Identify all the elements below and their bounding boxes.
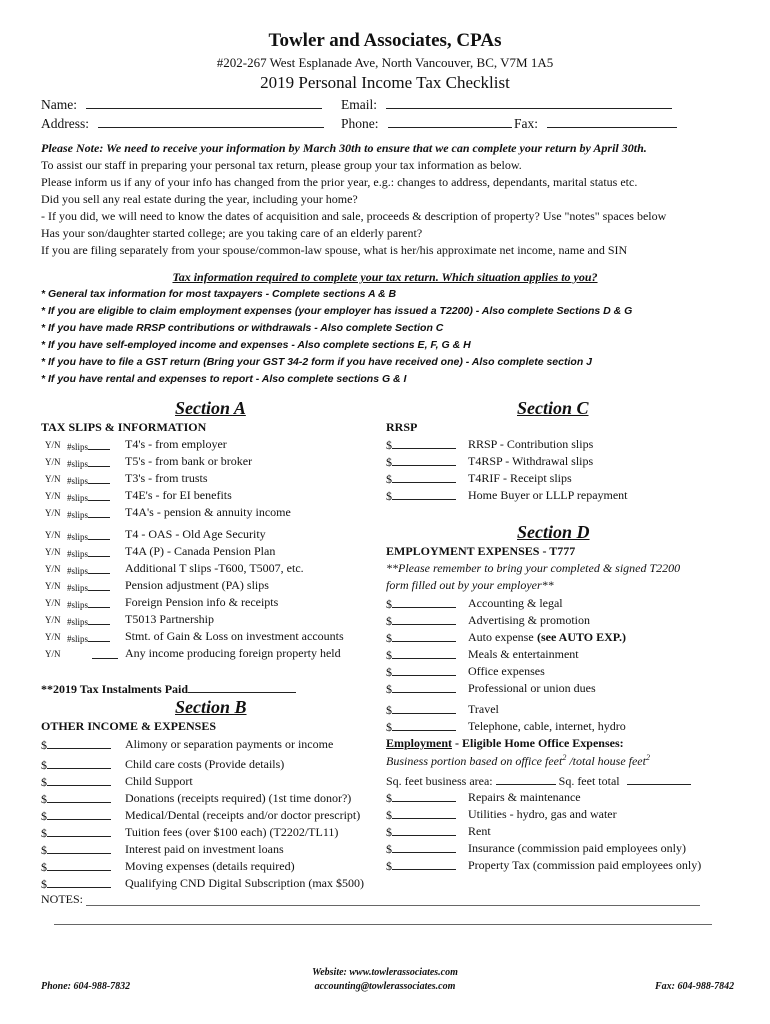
amount-field[interactable] bbox=[386, 471, 456, 487]
slip-label: T4's - from employer bbox=[125, 437, 227, 451]
slips-count[interactable] bbox=[67, 474, 110, 486]
slip-row[interactable] bbox=[41, 595, 381, 611]
slips-count[interactable] bbox=[67, 508, 110, 520]
slip-row[interactable] bbox=[41, 578, 381, 594]
slips-label: #slips bbox=[67, 442, 89, 452]
item-label: RRSP - Contribution slips bbox=[468, 437, 594, 451]
item-label: Medical/Dental (receipts and/or doctor prescript) bbox=[125, 808, 361, 822]
home-office-rest: - Eligible Home Office Expenses: bbox=[452, 736, 624, 750]
slips-label: #slips bbox=[67, 583, 89, 593]
employment-expense-row[interactable] bbox=[386, 596, 726, 612]
amount-field[interactable] bbox=[386, 790, 456, 806]
phone-field[interactable] bbox=[341, 115, 512, 132]
notes-line[interactable] bbox=[86, 905, 700, 906]
slip-row[interactable] bbox=[41, 612, 381, 628]
amount-line bbox=[47, 774, 111, 786]
dollar-sign: $ bbox=[386, 631, 392, 645]
yn-marker[interactable]: Y/N bbox=[45, 474, 61, 484]
item-label: Rent bbox=[468, 824, 491, 838]
slip-label: T4E's - for EI benefits bbox=[125, 488, 232, 502]
slip-label: Any income producing foreign property held bbox=[125, 646, 341, 660]
t2200-reminder: form filled out by your employer** bbox=[386, 578, 554, 592]
intro-line: Has your son/daughter started college; are you taking care of an elderly parent? bbox=[41, 226, 423, 240]
section-d-heading: EMPLOYMENT EXPENSES - T777 bbox=[386, 544, 576, 558]
amount-line bbox=[47, 737, 111, 749]
item-label: Auto expense bbox=[468, 630, 534, 644]
yn-marker[interactable]: Y/N bbox=[45, 508, 61, 518]
item-label: Interest paid on investment loans bbox=[125, 842, 284, 856]
rrsp-row[interactable] bbox=[386, 454, 726, 470]
business-portion-note bbox=[386, 753, 650, 769]
footer-phone: Phone: 604-988-7832 bbox=[41, 981, 131, 992]
amount-line bbox=[392, 596, 456, 608]
slips-label: #slips bbox=[67, 600, 89, 610]
slips-line bbox=[92, 649, 118, 659]
slip-row[interactable] bbox=[41, 488, 381, 504]
dollar-sign: $ bbox=[41, 877, 47, 891]
item-label: Moving expenses (details required) bbox=[125, 859, 295, 873]
yn-marker[interactable]: Y/N bbox=[45, 649, 61, 659]
firm-address: #202-267 West Esplanade Ave, North Vancouver, BC, V7M 1A5 bbox=[216, 55, 554, 70]
dollar-sign: $ bbox=[41, 809, 47, 823]
item-label: Donations (receipts required) (1st time donor?) bbox=[125, 791, 352, 805]
auto-exp-note: (see AUTO EXP.) bbox=[537, 630, 627, 644]
employment-expense-row[interactable] bbox=[386, 647, 726, 663]
amount-field[interactable] bbox=[41, 774, 111, 790]
slips-line bbox=[88, 598, 110, 608]
situation-item: * If you are eligible to claim employment expenses (your employer has issued a T2200) - Also complete Sections D & G bbox=[41, 305, 633, 317]
yn-marker[interactable]: Y/N bbox=[45, 440, 61, 450]
address-line bbox=[98, 115, 324, 128]
amount-field[interactable] bbox=[41, 825, 111, 841]
slip-label: T4A (P) - Canada Pension Plan bbox=[125, 544, 276, 558]
expense-row[interactable] bbox=[41, 825, 381, 841]
address-field[interactable] bbox=[41, 115, 324, 132]
amount-field[interactable] bbox=[386, 596, 456, 612]
amount-line bbox=[47, 757, 111, 769]
slips-label: #slips bbox=[67, 617, 89, 627]
amount-line bbox=[392, 630, 456, 642]
name-field[interactable] bbox=[41, 96, 322, 113]
dollar-sign: $ bbox=[41, 792, 47, 806]
portion-text: Business portion based on office feet bbox=[386, 754, 563, 768]
slip-row[interactable] bbox=[41, 505, 381, 521]
expense-row[interactable] bbox=[41, 842, 381, 858]
slip-label: T3's - from trusts bbox=[125, 471, 208, 485]
sq-business-label: Sq. feet business area: bbox=[386, 774, 493, 788]
yn-marker[interactable]: Y/N bbox=[45, 615, 61, 625]
slip-row[interactable] bbox=[41, 544, 381, 560]
fax-line bbox=[547, 115, 677, 128]
dollar-sign: $ bbox=[386, 489, 392, 503]
dollar-sign: $ bbox=[386, 808, 392, 822]
expense-row[interactable] bbox=[41, 876, 381, 892]
amount-field[interactable] bbox=[386, 807, 456, 823]
slip-row[interactable] bbox=[41, 646, 381, 662]
dollar-sign: $ bbox=[386, 703, 392, 717]
item-label: Repairs & maintenance bbox=[468, 790, 581, 804]
dollar-sign: $ bbox=[41, 738, 47, 752]
item-label: Accounting & legal bbox=[468, 596, 563, 610]
sq-total-label: Sq. feet total bbox=[558, 774, 620, 788]
amount-field[interactable] bbox=[41, 842, 111, 858]
amount-field[interactable] bbox=[386, 858, 456, 874]
amount-line bbox=[392, 471, 456, 483]
sq-total-line bbox=[627, 772, 691, 785]
situations-heading: Tax information required to complete your tax return. Which situation applies to you? bbox=[172, 270, 598, 284]
instalments-line bbox=[188, 680, 296, 693]
amount-line bbox=[392, 807, 456, 819]
slips-label: #slips bbox=[67, 532, 89, 542]
section-c-title: Section C bbox=[517, 398, 589, 418]
rrsp-row[interactable] bbox=[386, 471, 726, 487]
yn-marker[interactable]: Y/N bbox=[45, 530, 61, 540]
slips-line bbox=[88, 474, 110, 484]
item-label: T4RSP - Withdrawal slips bbox=[468, 454, 594, 468]
situation-item: * If you have rental and expenses to report - Also complete sections G & I bbox=[41, 373, 407, 385]
item-label: Telephone, cable, internet, hydro bbox=[468, 719, 626, 733]
address-label: Address: bbox=[41, 116, 89, 131]
amount-field[interactable] bbox=[386, 824, 456, 840]
notes-line[interactable] bbox=[54, 924, 712, 925]
dollar-sign: $ bbox=[386, 859, 392, 873]
home-office-row[interactable] bbox=[386, 824, 726, 840]
amount-field[interactable] bbox=[386, 647, 456, 663]
item-label: Home Buyer or LLLP repayment bbox=[468, 488, 628, 502]
situation-item: * If you have self-employed income and expenses - Also complete sections E, F, G & H bbox=[41, 339, 471, 351]
yn-marker[interactable]: Y/N bbox=[45, 547, 61, 557]
sq-feet-fields[interactable] bbox=[386, 772, 691, 789]
email-label: Email: bbox=[341, 97, 377, 112]
footer-fax: Fax: 604-988-7842 bbox=[655, 981, 735, 992]
item-label: Child care costs (Provide details) bbox=[125, 757, 285, 771]
firm-title: Towler and Associates, CPAs bbox=[268, 30, 502, 51]
amount-line bbox=[47, 842, 111, 854]
dollar-sign: $ bbox=[386, 682, 392, 696]
sup-2: 2 bbox=[645, 753, 650, 762]
dollar-sign: $ bbox=[41, 860, 47, 874]
employment-expense-row[interactable] bbox=[386, 613, 726, 629]
dollar-sign: $ bbox=[386, 842, 392, 856]
expense-row[interactable] bbox=[41, 737, 381, 753]
item-label: Alimony or separation payments or income bbox=[125, 737, 334, 751]
amount-line bbox=[47, 808, 111, 820]
slips-count[interactable] bbox=[67, 530, 110, 542]
slip-label: Pension adjustment (PA) slips bbox=[125, 578, 269, 592]
item-label: Advertising & promotion bbox=[468, 613, 590, 627]
amount-field[interactable] bbox=[386, 841, 456, 857]
slips-count[interactable] bbox=[67, 632, 110, 644]
slips-count[interactable] bbox=[67, 491, 110, 503]
slips-count[interactable] bbox=[67, 615, 110, 627]
name-line bbox=[86, 96, 322, 109]
amount-line bbox=[47, 859, 111, 871]
slip-row[interactable] bbox=[41, 454, 381, 470]
amount-field[interactable] bbox=[386, 719, 456, 735]
yn-marker[interactable]: Y/N bbox=[45, 457, 61, 467]
amount-line bbox=[47, 876, 111, 888]
rrsp-row[interactable] bbox=[386, 488, 726, 504]
sup-2: 2 bbox=[562, 753, 567, 762]
amount-field[interactable] bbox=[386, 613, 456, 629]
home-office-row[interactable] bbox=[386, 807, 726, 823]
slip-label: T4A's - pension & annuity income bbox=[125, 505, 291, 519]
amount-field[interactable] bbox=[386, 702, 456, 718]
fax-label: Fax: bbox=[514, 116, 539, 131]
phone-line bbox=[388, 115, 512, 128]
slips-line bbox=[88, 508, 110, 518]
amount-line bbox=[392, 681, 456, 693]
item-label: Child Support bbox=[125, 774, 193, 788]
sq-business-line bbox=[496, 772, 556, 785]
intro-line: If you are filing separately from your spouse/common-law spouse, what is her/his approximate net income, name and SIN bbox=[41, 243, 628, 257]
amount-line bbox=[392, 824, 456, 836]
item-label: Meals & entertainment bbox=[468, 647, 579, 661]
instalments-label: **2019 Tax Instalments Paid bbox=[41, 682, 189, 696]
item-label: Professional or union dues bbox=[468, 681, 596, 695]
dollar-sign: $ bbox=[386, 720, 392, 734]
intro-line: To assist our staff in preparing your personal tax return, please group your tax information as below. bbox=[41, 158, 522, 172]
home-office-heading bbox=[386, 736, 624, 751]
yn-marker[interactable]: Y/N bbox=[45, 632, 61, 642]
section-b-title: Section B bbox=[175, 697, 247, 717]
slips-line bbox=[88, 581, 110, 591]
amount-line bbox=[47, 791, 111, 803]
t2200-reminder: **Please remember to bring your completed & signed T2200 bbox=[386, 561, 681, 575]
item-label: T4RIF - Receipt slips bbox=[468, 471, 572, 485]
intro-line: - If you did, we will need to know the dates of acquisition and sale, proceeds & description of property? Use "notes" spaces below bbox=[41, 209, 667, 223]
dollar-sign: $ bbox=[386, 472, 392, 486]
yn-marker[interactable]: Y/N bbox=[45, 581, 61, 591]
slips-count[interactable] bbox=[67, 440, 110, 452]
amount-line bbox=[392, 719, 456, 731]
slip-label: T5's - from bank or broker bbox=[125, 454, 253, 468]
dollar-sign: $ bbox=[386, 597, 392, 611]
home-office-row[interactable] bbox=[386, 790, 726, 806]
amount-line bbox=[392, 437, 456, 449]
amount-field[interactable] bbox=[41, 791, 111, 807]
expense-row[interactable] bbox=[41, 791, 381, 807]
amount-field[interactable] bbox=[41, 859, 111, 875]
slips-line bbox=[88, 530, 110, 540]
slips-label: #slips bbox=[67, 476, 89, 486]
slips-label: #slips bbox=[67, 459, 89, 469]
footer-website: Website: www.towlerassociates.com bbox=[312, 967, 458, 978]
item-label: Property Tax (commission paid employees only) bbox=[468, 858, 702, 872]
slips-line bbox=[88, 615, 110, 625]
slip-label: Foreign Pension info & receipts bbox=[125, 595, 279, 609]
dollar-sign: $ bbox=[41, 843, 47, 857]
slips-line bbox=[88, 632, 110, 642]
section-a-title: Section A bbox=[175, 398, 246, 418]
dollar-sign: $ bbox=[386, 665, 392, 679]
email-line bbox=[386, 96, 672, 109]
home-office-row[interactable] bbox=[386, 858, 726, 874]
amount-line bbox=[392, 790, 456, 802]
home-office-label: Employment bbox=[386, 736, 452, 750]
amount-field[interactable] bbox=[386, 454, 456, 470]
slips-count[interactable] bbox=[67, 457, 110, 469]
slip-row[interactable] bbox=[41, 471, 381, 487]
portion-text: /total house feet bbox=[566, 754, 646, 768]
slip-row[interactable] bbox=[41, 629, 381, 645]
employment-expense-row[interactable] bbox=[386, 664, 726, 680]
slip-label: Additional T slips -T600, T5007, etc. bbox=[125, 561, 304, 575]
intro-line: Please inform us if any of your info has changed from the prior year, e.g.: changes to address, dependants, marital status etc. bbox=[41, 175, 638, 189]
employment-expense-row[interactable] bbox=[386, 681, 726, 697]
dollar-sign: $ bbox=[386, 438, 392, 452]
amount-line bbox=[47, 825, 111, 837]
expense-row[interactable] bbox=[41, 774, 381, 790]
amount-line bbox=[392, 488, 456, 500]
amount-line bbox=[392, 664, 456, 676]
name-label: Name: bbox=[41, 97, 77, 112]
intro-line: Did you sell any real estate during the year, including your home? bbox=[41, 192, 358, 206]
slips-count[interactable] bbox=[67, 564, 110, 576]
amount-line bbox=[392, 702, 456, 714]
slips-line bbox=[88, 547, 110, 557]
item-label: Office expenses bbox=[468, 664, 545, 678]
amount-line bbox=[392, 858, 456, 870]
dollar-sign: $ bbox=[386, 455, 392, 469]
amount-line bbox=[392, 841, 456, 853]
phone-label: Phone: bbox=[341, 116, 379, 131]
slips-line bbox=[88, 491, 110, 501]
footer-email: accounting@towlerassociates.com bbox=[314, 981, 456, 992]
fax-field[interactable] bbox=[514, 115, 677, 132]
slips-line bbox=[88, 440, 110, 450]
form-title: 2019 Personal Income Tax Checklist bbox=[260, 73, 510, 92]
expense-row[interactable] bbox=[41, 808, 381, 824]
amount-field[interactable] bbox=[41, 737, 111, 753]
amount-field[interactable] bbox=[386, 488, 456, 504]
situation-item: * If you have made RRSP contributions or withdrawals - Also complete Section C bbox=[41, 322, 444, 334]
dollar-sign: $ bbox=[41, 775, 47, 789]
slip-row[interactable] bbox=[41, 437, 381, 453]
slips-label: #slips bbox=[67, 634, 89, 644]
amount-field[interactable] bbox=[386, 437, 456, 453]
dollar-sign: $ bbox=[41, 826, 47, 840]
situation-item: * General tax information for most taxpayers - Complete sections A & B bbox=[41, 288, 397, 300]
employment-expense-row[interactable] bbox=[386, 719, 726, 735]
deadline-notice: Please Note: We need to receive your information by March 30th to ensure that we can complete your return by April 30th. bbox=[41, 141, 647, 155]
email-field[interactable] bbox=[341, 96, 672, 113]
slips-line bbox=[88, 564, 110, 574]
amount-field[interactable] bbox=[41, 876, 111, 892]
slips-label: #slips bbox=[67, 493, 89, 503]
dollar-sign: $ bbox=[386, 614, 392, 628]
section-d-title: Section D bbox=[517, 522, 590, 542]
slips-label: #slips bbox=[67, 566, 89, 576]
employment-expense-row[interactable] bbox=[386, 702, 726, 718]
slips-line bbox=[88, 457, 110, 467]
item-label: Tuition fees (over $100 each) (T2202/TL11) bbox=[125, 825, 339, 839]
expense-row[interactable] bbox=[41, 757, 381, 773]
situation-item: * If you have to file a GST return (Bring your GST 34-2 form if you have received one) - Also complete section J bbox=[41, 356, 592, 368]
dollar-sign: $ bbox=[386, 825, 392, 839]
dollar-sign: $ bbox=[41, 758, 47, 772]
amount-line bbox=[392, 454, 456, 466]
item-label: Travel bbox=[468, 702, 499, 716]
yn-marker[interactable]: Y/N bbox=[45, 564, 61, 574]
slips-count[interactable] bbox=[67, 547, 110, 559]
section-a-heading: TAX SLIPS & INFORMATION bbox=[41, 420, 207, 434]
amount-field[interactable] bbox=[386, 630, 456, 646]
dollar-sign: $ bbox=[386, 648, 392, 662]
slip-row[interactable] bbox=[41, 561, 381, 577]
amount-field[interactable] bbox=[41, 808, 111, 824]
instalments-field[interactable] bbox=[41, 680, 296, 697]
home-office-row[interactable] bbox=[386, 841, 726, 857]
slips-count[interactable] bbox=[67, 581, 110, 593]
slip-label: T5013 Partnership bbox=[125, 612, 214, 626]
slips-label: #slips bbox=[67, 510, 89, 520]
item-label: Qualifying CND Digital Subscription (max $500) bbox=[125, 876, 364, 890]
section-b-heading: OTHER INCOME & EXPENSES bbox=[41, 719, 217, 733]
amount-line bbox=[392, 613, 456, 625]
item-label: Utilities - hydro, gas and water bbox=[468, 807, 617, 821]
notes-label: NOTES: bbox=[41, 892, 83, 906]
slip-row[interactable] bbox=[41, 527, 381, 543]
item-label: Insurance (commission paid employees only) bbox=[468, 841, 686, 855]
amount-field[interactable] bbox=[386, 664, 456, 680]
employment-expense-row[interactable] bbox=[386, 630, 726, 646]
dollar-sign: $ bbox=[386, 791, 392, 805]
section-c-heading: RRSP bbox=[386, 420, 418, 434]
amount-field[interactable] bbox=[41, 757, 111, 773]
slips-label: #slips bbox=[67, 549, 89, 559]
slips-count[interactable] bbox=[92, 649, 118, 661]
slip-label: T4 - OAS - Old Age Security bbox=[125, 527, 266, 541]
amount-line bbox=[392, 647, 456, 659]
amount-field[interactable] bbox=[386, 681, 456, 697]
yn-marker[interactable]: Y/N bbox=[45, 598, 61, 608]
rrsp-row[interactable] bbox=[386, 437, 726, 453]
expense-row[interactable] bbox=[41, 859, 381, 875]
slips-count[interactable] bbox=[67, 598, 110, 610]
yn-marker[interactable]: Y/N bbox=[45, 491, 61, 501]
slip-label: Stmt. of Gain & Loss on investment accounts bbox=[125, 629, 344, 643]
